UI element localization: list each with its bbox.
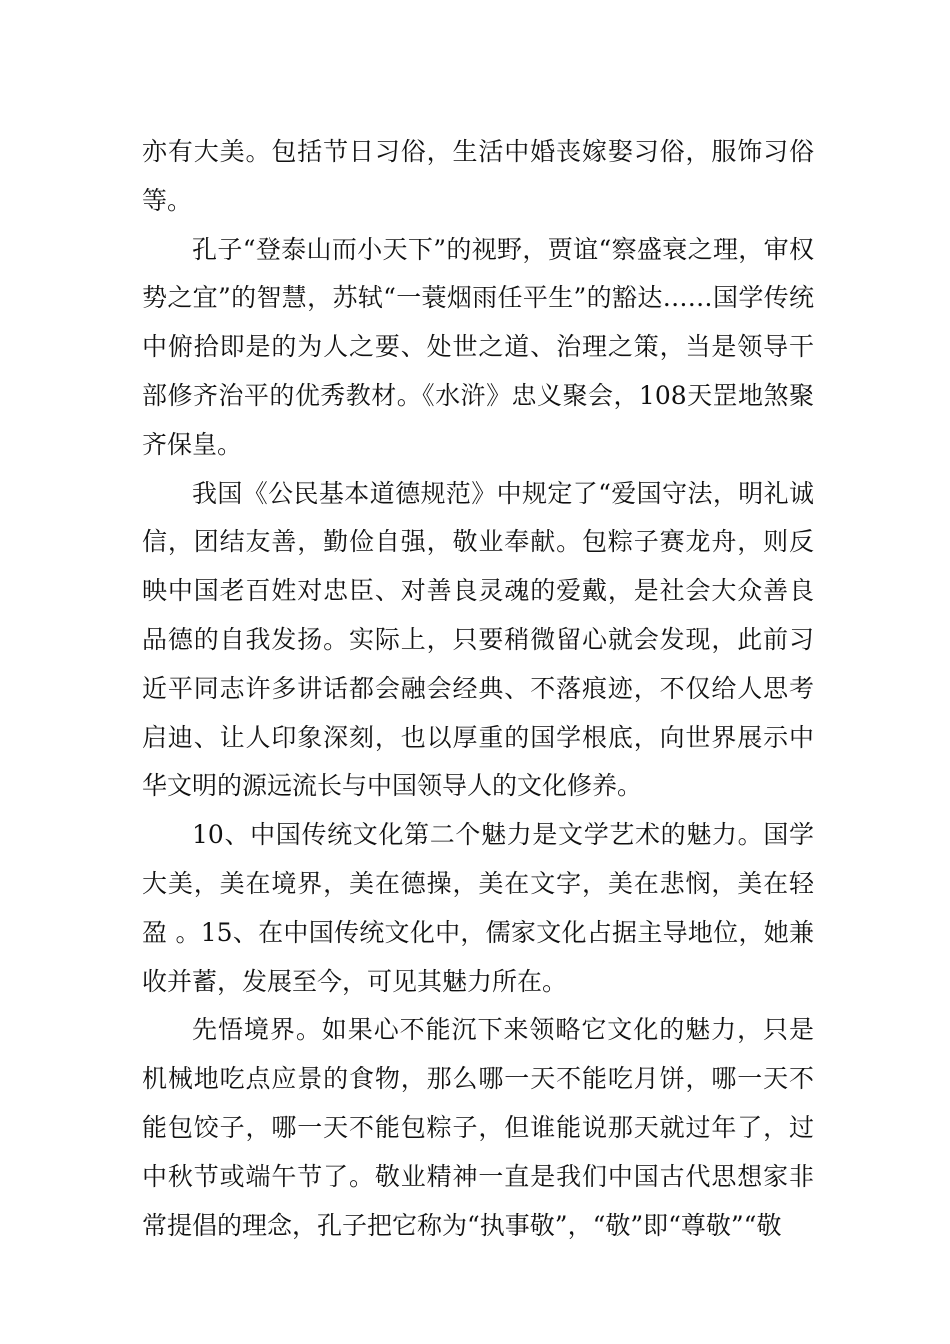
paragraph-3: 我国《公民基本道德规范》中规定了“爱国守法，明礼诚信，团结友善，勤俭自强，敬业奉献。包粽子赛龙舟，则反映中国老百姓对忠臣、对善良灵魂的爱戴，是社会大众善良品德的自我发扬。实际上，只要稍微留心就会发现，此前习近平同志许多讲话都会融会经典、不落痕迹，不仅给人思考启迪、让人印象深刻，也以厚重的国学根底，向世界展示中华文明的源远流长与中国领导人的文化修养。 bbox=[142, 478, 814, 801]
document-body bbox=[142, 128, 814, 1250]
paragraph-4: 10、中国传统文化第二个魅力是文学艺术的魅力。国学大美，美在境界，美在德操，美在文字，美在悲悯，美在轻盈 。15、在中国传统文化中，儒家文化占据主导地位，她兼收并蓄，发展至今，可见其魅力所在。 bbox=[142, 820, 814, 996]
paragraph-2: 孔子“登泰山而小天下”的视野，贾谊“察盛衰之理，审权势之宜”的智慧，苏轼“一蓑烟雨任平生”的豁达……国学传统中俯拾即是的为人之要、处世之道、治理之策，当是领导干部修齐治平的优秀教材。《水浒》忠义聚会，108天罡地煞聚齐保皇。 bbox=[142, 234, 814, 459]
paragraph-5: 先悟境界。如果心不能沉下来领略它文化的魅力，只是机械地吃点应景的食物，那么哪一天不能吃月饼，哪一天不能包饺子，哪一天不能包粽子，但谁能说那天就过年了，过中秋节或端午节了。敬业精神一直是我们中国古代思想家非常提倡的理念，孔子把它称为“执事敬”，“敬”即“尊敬”“敬 bbox=[142, 1015, 814, 1240]
paragraph-1: 亦有大美。包括节日习俗，生活中婚丧嫁娶习俗，服饰习俗等。 bbox=[142, 137, 814, 215]
